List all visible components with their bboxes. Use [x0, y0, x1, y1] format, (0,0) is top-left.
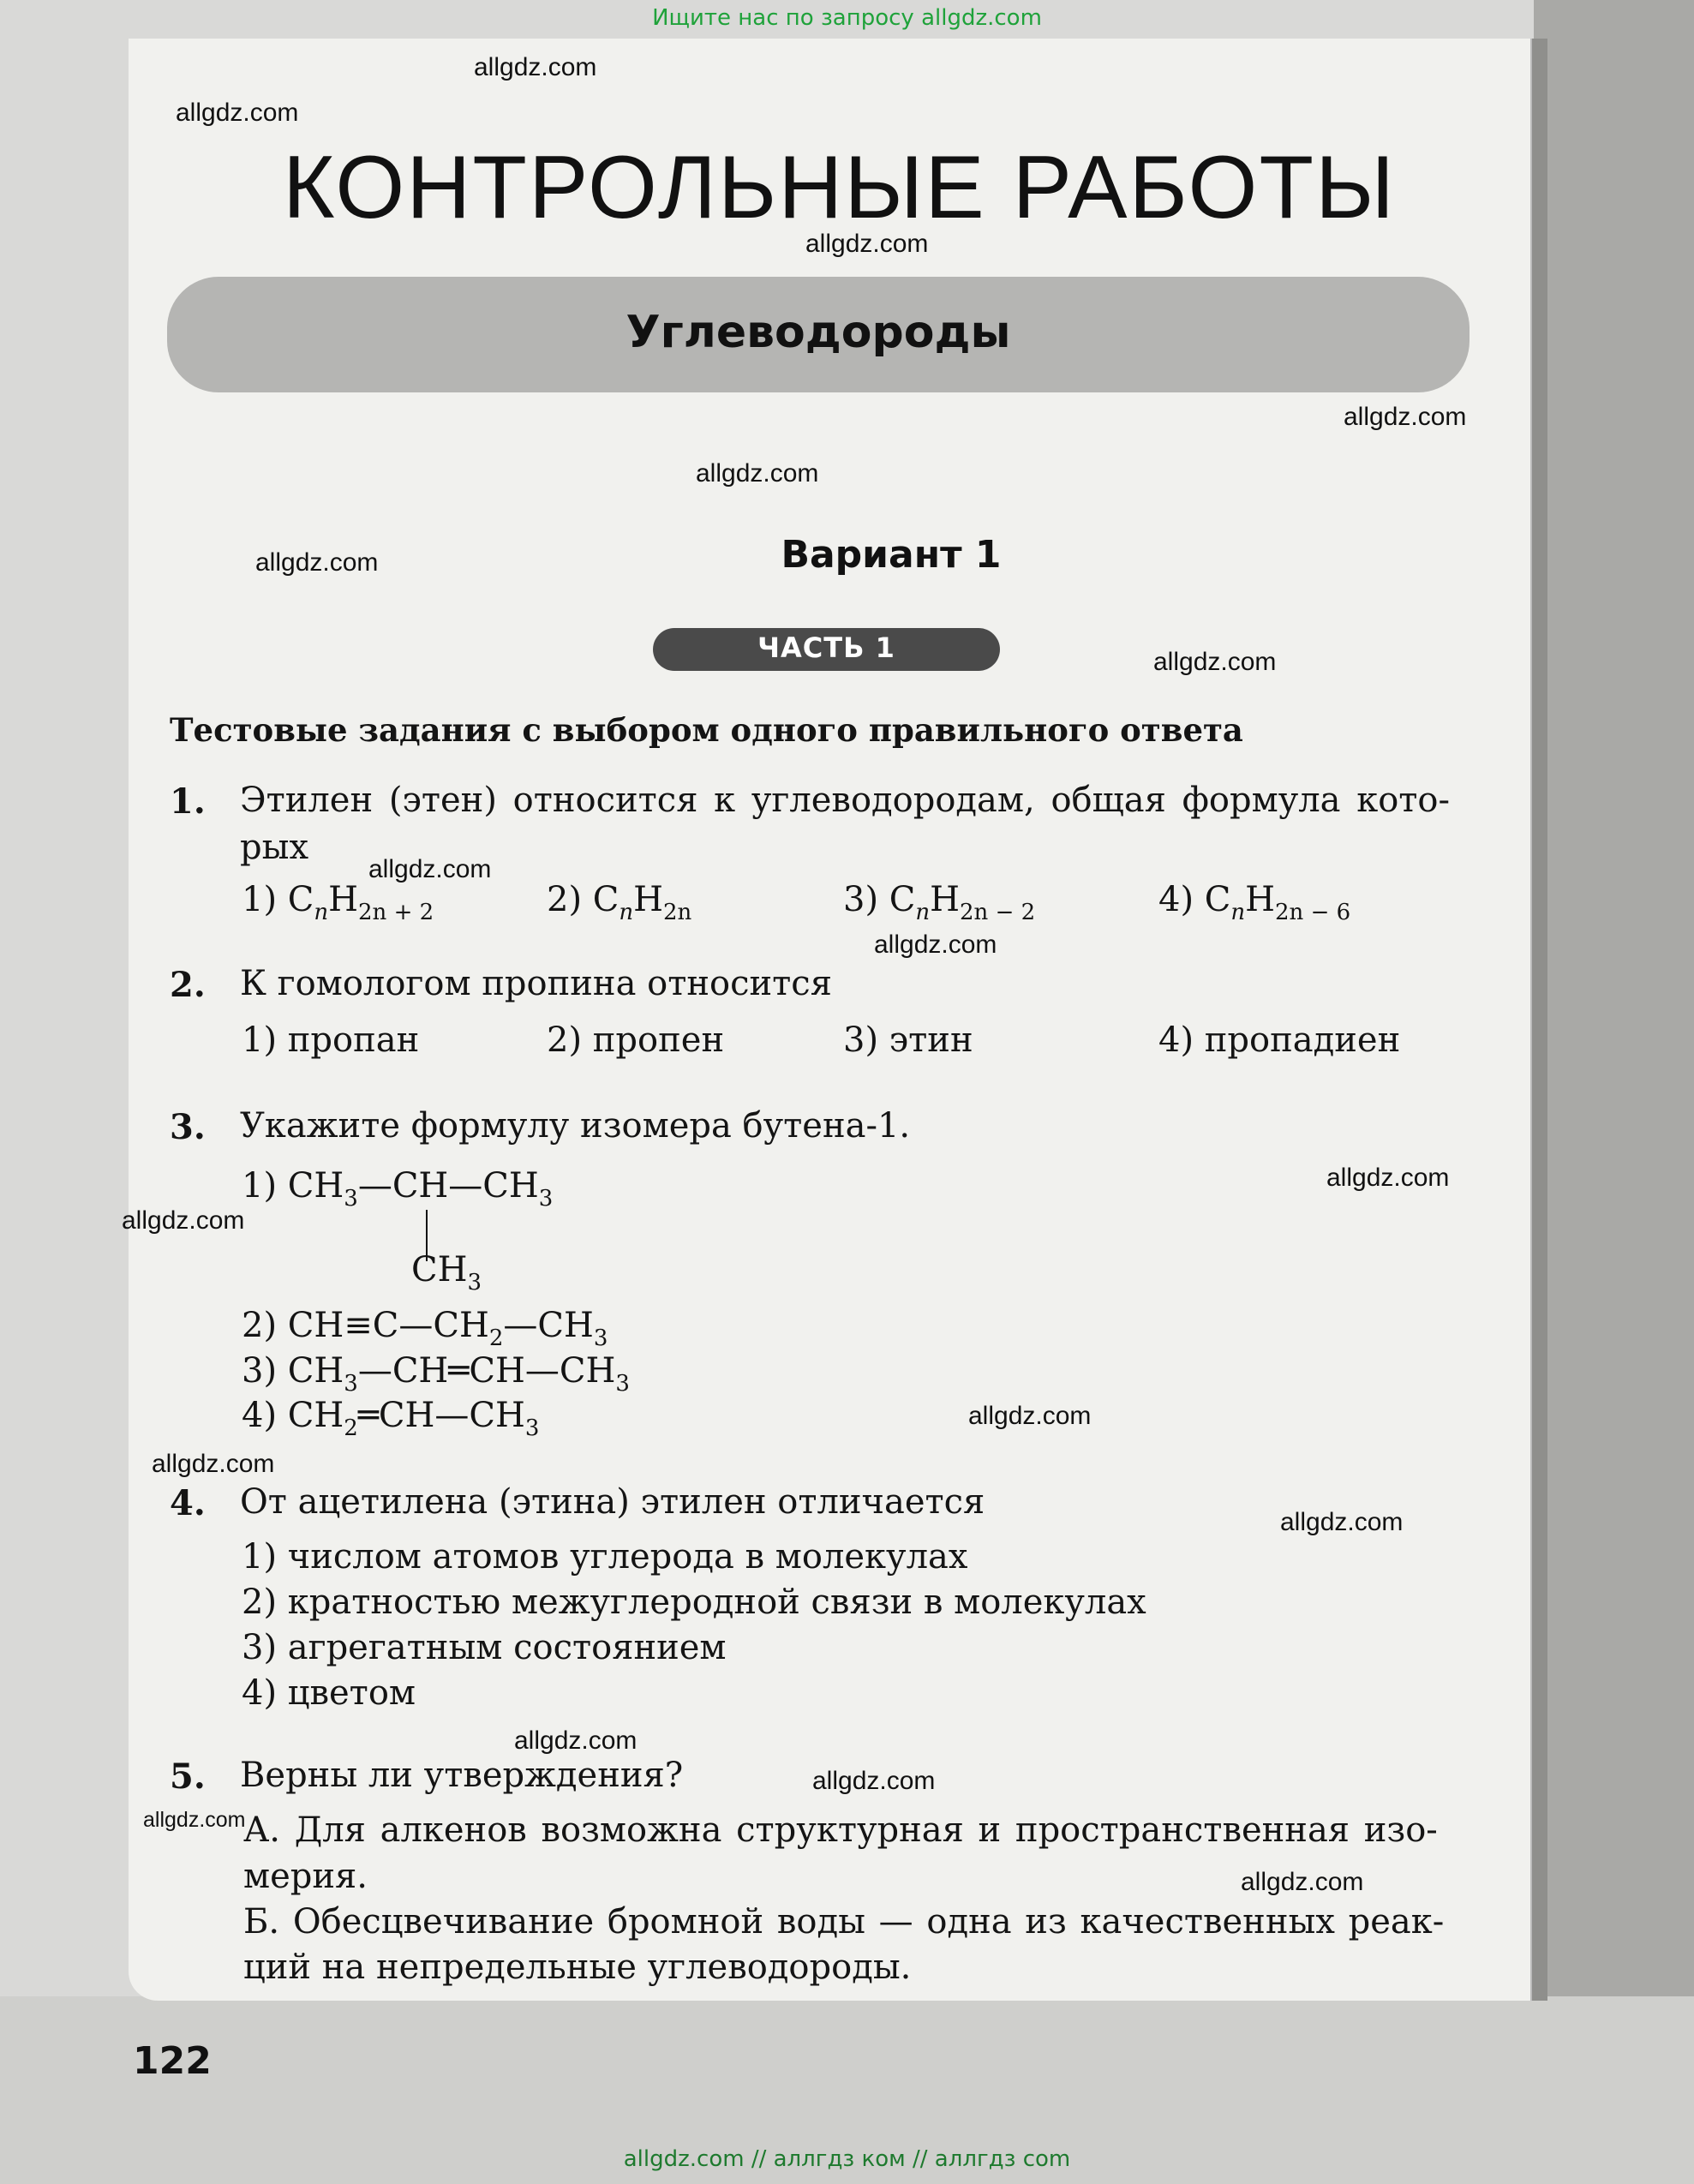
- q5-text: Верны ли утверждения?: [240, 1756, 684, 1795]
- q1-option-2: 2) $C_nH_{2n}$: [547, 880, 692, 925]
- q1-option-4: 4) $C_nH_{2n - 6}$: [1158, 880, 1351, 925]
- section-title: Тестовые задания с выбором одного правильного ответа: [170, 711, 1243, 749]
- q4-option-2: 2) кратностью межуглеродной связи в молекулах: [242, 1583, 1146, 1622]
- watermark-top: Ищите нас по запросу allgdz.com: [652, 5, 1042, 31]
- q1-number: 1.: [170, 781, 206, 822]
- watermark: allgdz.com: [514, 1726, 637, 1755]
- topic-title: Углеводороды: [626, 307, 1011, 358]
- q3-option-1-branch: $CH_3$: [411, 1250, 482, 1295]
- q3-option-3: 3) $CH_3—CH═CH—CH_3$: [242, 1351, 630, 1397]
- q1-text-line1: Этилен (этен) относится к углеводородам, общая формула кото-: [240, 781, 1451, 820]
- watermark: allgdz.com: [1241, 1868, 1364, 1896]
- watermark: allgdz.com: [368, 855, 492, 883]
- watermark: allgdz.com: [122, 1206, 245, 1235]
- q2-number: 2.: [170, 965, 206, 1005]
- q5-statement-a-line1: А. Для алкенов возможна структурная и пространственная изо-: [243, 1810, 1438, 1850]
- q2-text: К гомологом пропина относится: [240, 964, 832, 1003]
- q4-number: 4.: [170, 1483, 206, 1523]
- q2-option-4: 4) пропадиен: [1158, 1020, 1401, 1060]
- watermark: allgdz.com: [143, 1808, 246, 1832]
- watermark: allgdz.com: [1280, 1508, 1404, 1536]
- watermark: allgdz.com: [696, 459, 819, 488]
- watermark-bottom: allgdz.com // аллгдз ком // аллгдз com: [623, 2146, 1071, 2172]
- watermark: allgdz.com: [812, 1767, 936, 1795]
- q3-number: 3.: [170, 1107, 206, 1147]
- page-number: 122: [133, 2039, 212, 2083]
- q1-option-1: 1) $C_nH_{2n + 2}$: [242, 880, 434, 925]
- watermark: allgdz.com: [1344, 403, 1467, 431]
- q5-statement-a-line2: мерия.: [243, 1857, 368, 1896]
- q4-text: От ацетилена (этина) этилен отличается: [240, 1482, 985, 1522]
- watermark: allgdz.com: [176, 99, 299, 127]
- q3-option-2: 2) $CH\equiv C—CH_2—CH_3$: [242, 1306, 608, 1351]
- q3-option-1: 1) $CH_3—CH—CH_3$: [242, 1166, 554, 1212]
- q5-statement-b-line1: Б. Обесцвечивание бромной воды — одна из качественных реак-: [243, 1902, 1445, 1942]
- q1-option-3: 3) $C_nH_{2n - 2}$: [843, 880, 1036, 925]
- q2-option-1: 1) пропан: [242, 1020, 420, 1060]
- q2-option-2: 2) пропен: [547, 1020, 725, 1060]
- watermark: allgdz.com: [874, 930, 997, 959]
- watermark: allgdz.com: [255, 548, 379, 577]
- watermark: allgdz.com: [805, 230, 929, 258]
- watermark: allgdz.com: [152, 1450, 275, 1478]
- q5-number: 5.: [170, 1756, 206, 1797]
- page-title: КОНТРОЛЬНЫЕ РАБОТЫ: [283, 138, 1397, 237]
- watermark: allgdz.com: [474, 53, 597, 81]
- q2-option-3: 3) этин: [843, 1020, 973, 1060]
- watermark: allgdz.com: [1326, 1164, 1450, 1192]
- q3-text: Укажите формулу изомера бутена-1.: [240, 1106, 911, 1146]
- q3-option-4: 4) $CH_2═CH—CH_3$: [242, 1396, 540, 1441]
- background-right: [1534, 0, 1694, 2184]
- q4-option-1: 1) числом атомов углерода в молекулах: [242, 1537, 968, 1577]
- part-label: ЧАСТЬ 1: [757, 631, 895, 664]
- variant-title: Вариант 1: [781, 533, 1002, 577]
- q4-option-3: 3) агрегатным состоянием: [242, 1628, 727, 1667]
- q5-statement-b-line2: ций на непредельные углеводороды.: [243, 1948, 912, 1987]
- watermark: allgdz.com: [968, 1402, 1092, 1430]
- q1-text-line2: рых: [240, 828, 308, 867]
- q4-option-4: 4) цветом: [242, 1673, 416, 1713]
- watermark: allgdz.com: [1153, 648, 1277, 676]
